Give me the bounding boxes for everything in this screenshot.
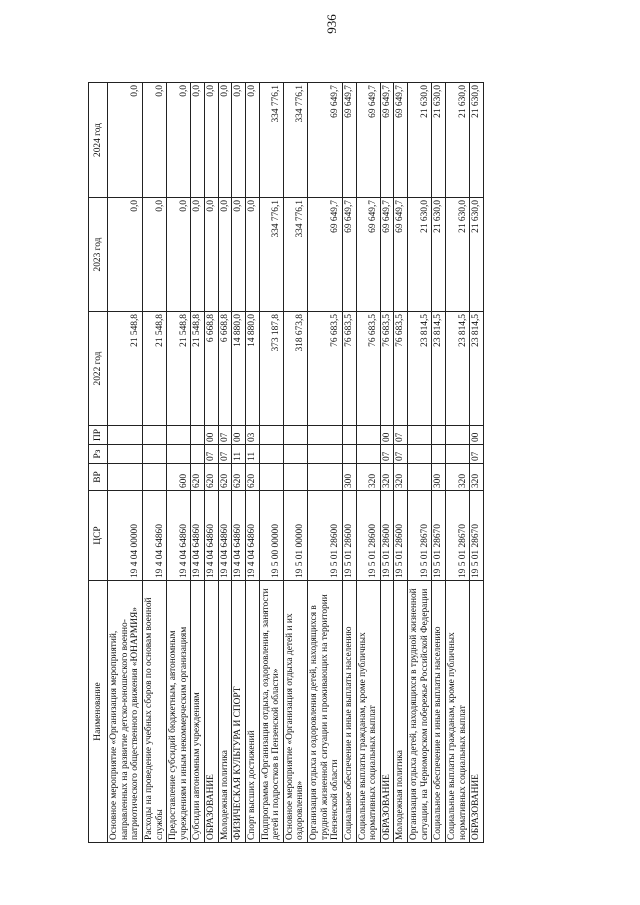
cell-y2022: 76 683,5: [380, 312, 394, 426]
cell-rz: [408, 445, 432, 464]
cell-y2023: 0,0: [108, 198, 143, 312]
cell-y2022: 76 683,5: [394, 312, 408, 426]
table-row: [205, 83, 219, 843]
cell-rz: 07: [205, 445, 219, 464]
cell-name: Социальные выплаты гражданам, кроме публичных нормативных социальных выплат: [356, 581, 380, 843]
table-header-row: [89, 83, 108, 843]
table-row: [167, 83, 191, 843]
cell-name: Подпрограмма «Организация отдыха, оздоровления, занятости детей и подростков в Пензенской области»: [259, 581, 283, 843]
table-row: [142, 83, 166, 843]
cell-rz: 07: [470, 445, 484, 464]
cell-y2023: 69 649,7: [394, 198, 408, 312]
cell-pr: [445, 426, 469, 445]
header-name: Наименование: [89, 581, 108, 843]
cell-name: Молодежная политика: [394, 581, 408, 843]
cell-rz: [445, 445, 469, 464]
cell-y2022: 23 814,5: [445, 312, 469, 426]
cell-pr: [432, 426, 446, 445]
cell-y2024: 0,0: [142, 83, 166, 198]
cell-y2022: 6 668,8: [205, 312, 219, 426]
cell-vr: 620: [205, 464, 219, 491]
cell-y2022: 373 187,8: [259, 312, 283, 426]
cell-rz: [191, 445, 205, 464]
cell-pr: [283, 426, 307, 445]
cell-pr: [259, 426, 283, 445]
cell-csr: 19 5 01 28670: [470, 491, 484, 581]
cell-rz: [356, 445, 380, 464]
cell-y2022: 76 683,5: [356, 312, 380, 426]
cell-vr: 620: [232, 464, 246, 491]
cell-y2024: 21 630,0: [432, 83, 446, 198]
cell-rz: [342, 445, 356, 464]
cell-csr: 19 4 04 64860: [218, 491, 232, 581]
cell-y2022: 21 548,8: [108, 312, 143, 426]
cell-vr: [408, 464, 432, 491]
cell-pr: 07: [218, 426, 232, 445]
cell-rz: [142, 445, 166, 464]
cell-y2024: 0,0: [191, 83, 205, 198]
cell-y2024: 0,0: [108, 83, 143, 198]
cell-y2022: 23 814,5: [470, 312, 484, 426]
cell-y2023: 0,0: [218, 198, 232, 312]
cell-y2023: 334 776,1: [283, 198, 307, 312]
cell-name: Социальные выплаты гражданам, кроме публичных нормативных социальных выплат: [445, 581, 469, 843]
cell-vr: 620: [218, 464, 232, 491]
cell-name: ОБРАЗОВАНИЕ: [205, 581, 219, 843]
cell-name: Предоставление субсидий бюджетным, автономным учреждениям и иным некоммерческим организациям: [167, 581, 191, 843]
cell-y2022: 21 548,8: [142, 312, 166, 426]
cell-y2024: 69 649,7: [356, 83, 380, 198]
cell-csr: 19 5 01 28600: [380, 491, 394, 581]
cell-rz: [259, 445, 283, 464]
cell-csr: 19 4 04 00000: [108, 491, 143, 581]
cell-name: Основное мероприятие «Организация мероприятий, направленных на развитие детско-юношеского военно-патриотического общественного движения «ЮНАРМИЯ»: [108, 581, 143, 843]
cell-rz: [308, 445, 343, 464]
table-body: [108, 83, 484, 843]
table-row: [408, 83, 432, 843]
cell-pr: 00: [232, 426, 246, 445]
cell-y2024: 69 649,7: [394, 83, 408, 198]
cell-y2022: 76 683,5: [342, 312, 356, 426]
cell-csr: 19 4 04 64860: [167, 491, 191, 581]
header-2024: 2024 год: [89, 83, 108, 198]
header-vr: ВР: [89, 464, 108, 491]
table-row: [394, 83, 408, 843]
cell-vr: 300: [432, 464, 446, 491]
cell-y2022: 23 814,5: [408, 312, 432, 426]
cell-y2024: 334 776,1: [259, 83, 283, 198]
cell-pr: [191, 426, 205, 445]
cell-y2023: 0,0: [245, 198, 259, 312]
cell-vr: 300: [342, 464, 356, 491]
cell-y2024: 334 776,1: [283, 83, 307, 198]
cell-rz: 07: [380, 445, 394, 464]
cell-y2022: 76 683,5: [308, 312, 343, 426]
cell-y2023: 21 630,0: [470, 198, 484, 312]
cell-pr: 00: [380, 426, 394, 445]
cell-y2024: 0,0: [232, 83, 246, 198]
cell-y2022: 6 668,8: [218, 312, 232, 426]
cell-vr: [308, 464, 343, 491]
cell-rz: 07: [394, 445, 408, 464]
cell-vr: [283, 464, 307, 491]
table-row: [356, 83, 380, 843]
cell-csr: 19 5 01 00000: [283, 491, 307, 581]
cell-name: Социальное обеспечение и иные выплаты населению: [432, 581, 446, 843]
cell-vr: 320: [356, 464, 380, 491]
rotated-table-container: [88, 83, 565, 843]
cell-name: ОБРАЗОВАНИЕ: [380, 581, 394, 843]
page-number: 936: [324, 14, 339, 34]
cell-y2023: 0,0: [167, 198, 191, 312]
cell-pr: 00: [205, 426, 219, 445]
cell-csr: 19 5 01 28670: [445, 491, 469, 581]
cell-y2023: 69 649,7: [342, 198, 356, 312]
cell-rz: [108, 445, 143, 464]
cell-y2022: 21 548,8: [191, 312, 205, 426]
cell-y2024: 0,0: [205, 83, 219, 198]
cell-pr: 03: [245, 426, 259, 445]
table-row: [259, 83, 283, 843]
cell-rz: [167, 445, 191, 464]
cell-y2023: 0,0: [232, 198, 246, 312]
header-csr: ЦСР: [89, 491, 108, 581]
cell-name: ФИЗИЧЕСКАЯ КУЛЬТУРА И СПОРТ: [232, 581, 246, 843]
cell-y2024: 21 630,0: [470, 83, 484, 198]
cell-name: Расходы на проведение учебных сборов по основам военной службы: [142, 581, 166, 843]
cell-y2022: 14 880,0: [232, 312, 246, 426]
cell-vr: [259, 464, 283, 491]
cell-csr: 19 5 01 28670: [408, 491, 432, 581]
cell-vr: 320: [470, 464, 484, 491]
cell-rz: [283, 445, 307, 464]
cell-pr: 00: [470, 426, 484, 445]
cell-csr: 19 4 04 64860: [245, 491, 259, 581]
cell-csr: 19 5 01 28600: [308, 491, 343, 581]
cell-y2024: 69 649,7: [342, 83, 356, 198]
cell-y2024: 21 630,0: [445, 83, 469, 198]
cell-y2023: 21 630,0: [445, 198, 469, 312]
cell-y2024: 69 649,7: [380, 83, 394, 198]
cell-vr: 620: [191, 464, 205, 491]
cell-name: Спорт высших достижений: [245, 581, 259, 843]
cell-csr: 19 5 00 00000: [259, 491, 283, 581]
table-row: [191, 83, 205, 843]
cell-name: Организация отдыха детей, находящихся в трудной жизненной ситуации, на Черноморском побережье Российской Федерации: [408, 581, 432, 843]
cell-y2023: 69 649,7: [380, 198, 394, 312]
cell-csr: 19 5 01 28670: [432, 491, 446, 581]
cell-name: Основное мероприятие «Организация отдыха детей и их оздоровления»: [283, 581, 307, 843]
header-2023: 2023 год: [89, 198, 108, 312]
cell-rz: 11: [245, 445, 259, 464]
table-row: [470, 83, 484, 843]
cell-pr: [167, 426, 191, 445]
cell-y2023: 0,0: [205, 198, 219, 312]
cell-vr: [142, 464, 166, 491]
cell-y2023: 69 649,7: [356, 198, 380, 312]
cell-csr: 19 4 04 64860: [191, 491, 205, 581]
cell-rz: 11: [232, 445, 246, 464]
cell-y2022: 21 548,8: [167, 312, 191, 426]
cell-pr: [108, 426, 143, 445]
cell-name: Молодежная политика: [218, 581, 232, 843]
cell-vr: 320: [445, 464, 469, 491]
cell-vr: [108, 464, 143, 491]
header-pr: ПР: [89, 426, 108, 445]
cell-y2024: 0,0: [218, 83, 232, 198]
cell-y2023: 334 776,1: [259, 198, 283, 312]
table-row: [108, 83, 143, 843]
cell-y2024: 0,0: [245, 83, 259, 198]
cell-rz: [432, 445, 446, 464]
cell-pr: [308, 426, 343, 445]
cell-pr: [342, 426, 356, 445]
cell-y2022: 23 814,5: [432, 312, 446, 426]
cell-y2022: 14 880,0: [245, 312, 259, 426]
cell-y2024: 21 630,0: [408, 83, 432, 198]
cell-y2023: 21 630,0: [432, 198, 446, 312]
cell-y2022: 318 673,8: [283, 312, 307, 426]
table-row: [218, 83, 232, 843]
cell-vr: 320: [394, 464, 408, 491]
cell-vr: 600: [167, 464, 191, 491]
table-row: [380, 83, 394, 843]
table-row: [342, 83, 356, 843]
table-row: [232, 83, 246, 843]
cell-name: ОБРАЗОВАНИЕ: [470, 581, 484, 843]
cell-csr: 19 5 01 28600: [356, 491, 380, 581]
table-row: [432, 83, 446, 843]
table-row: [308, 83, 343, 843]
cell-csr: 19 5 01 28600: [394, 491, 408, 581]
cell-pr: [356, 426, 380, 445]
cell-csr: 19 4 04 64860: [205, 491, 219, 581]
table-row: [445, 83, 469, 843]
cell-pr: [142, 426, 166, 445]
cell-y2023: 0,0: [142, 198, 166, 312]
cell-csr: 19 5 01 28600: [342, 491, 356, 581]
cell-name: Организация отдыха и оздоровления детей, находящихся в трудной жизненной ситуации и проживающих на территории Пензенской области: [308, 581, 343, 843]
cell-y2024: 0,0: [167, 83, 191, 198]
cell-pr: [408, 426, 432, 445]
cell-vr: 320: [380, 464, 394, 491]
cell-name: Субсидии автономным учреждениям: [191, 581, 205, 843]
cell-pr: 07: [394, 426, 408, 445]
cell-y2023: 21 630,0: [408, 198, 432, 312]
budget-table: [88, 82, 484, 843]
cell-csr: 19 4 04 64860: [142, 491, 166, 581]
cell-rz: 07: [218, 445, 232, 464]
cell-name: Социальное обеспечение и иные выплаты населению: [342, 581, 356, 843]
table-row: [283, 83, 307, 843]
cell-y2023: 0,0: [191, 198, 205, 312]
table-row: [245, 83, 259, 843]
cell-y2023: 69 649,7: [308, 198, 343, 312]
header-rz: Рз: [89, 445, 108, 464]
cell-csr: 19 4 04 64860: [232, 491, 246, 581]
cell-y2024: 69 649,7: [308, 83, 343, 198]
cell-vr: 620: [245, 464, 259, 491]
header-2022: 2022 год: [89, 312, 108, 426]
